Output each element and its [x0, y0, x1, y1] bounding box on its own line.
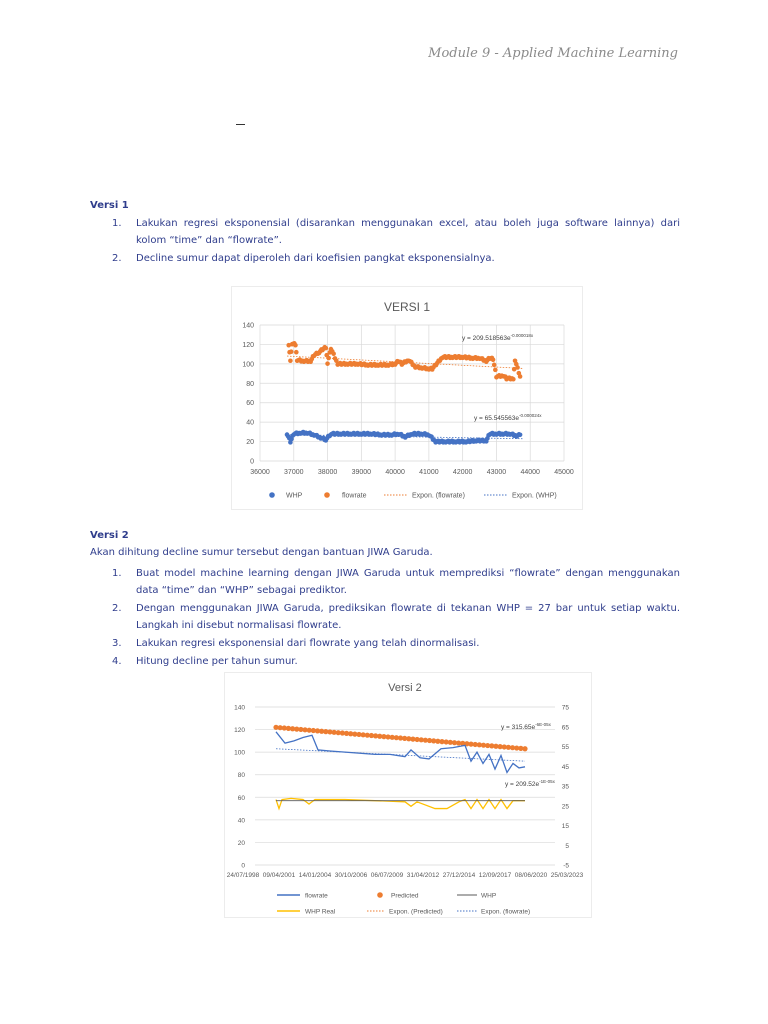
- legend-label: WHP: [286, 492, 303, 500]
- y-tick-label: 140: [242, 322, 254, 330]
- legend-label: Expon. (WHP): [512, 492, 557, 500]
- list-item: 3. Lakukan regresi eksponensial dari flowrate yang telah dinormalisasi.: [112, 638, 480, 649]
- y-tick-label: 20: [246, 439, 254, 447]
- x-tick-label: 12/09/2017: [478, 872, 512, 879]
- data-point-flowrate: [294, 350, 299, 355]
- separator-dash: [236, 124, 245, 125]
- legend-label: WHP: [481, 892, 497, 900]
- x-tick-label: 43000: [486, 469, 507, 476]
- x-tick-label: 27/12/2014: [442, 872, 476, 879]
- data-point-flowrate: [325, 361, 330, 366]
- legend-label: WHP Real: [305, 908, 336, 916]
- legend-label: flowrate: [342, 492, 367, 500]
- y2-tick-label: 65: [561, 724, 569, 732]
- x-tick-label: 14/01/2004: [298, 872, 332, 879]
- series-line-whp-real: [276, 798, 525, 808]
- y2-tick-label: 35: [561, 783, 569, 791]
- data-point-flowrate: [288, 358, 293, 363]
- legend-marker-predicted: [377, 892, 383, 898]
- x-tick-label: 41000: [419, 469, 439, 476]
- versi1-list: [90, 215, 680, 268]
- x-tick-label: 24/07/1998: [226, 872, 260, 879]
- page-header: Module 9 - Applied Machine Learning: [428, 46, 678, 61]
- legend-marker-flowrate: [324, 492, 330, 498]
- y-tick-label: 0: [241, 862, 245, 870]
- y-tick-label: 100: [242, 361, 254, 369]
- y2-tick-label: 55: [561, 744, 569, 751]
- y2-tick-label: -5: [563, 862, 569, 870]
- legend-label: Expon. (flowrate): [412, 492, 465, 500]
- data-point-whp: [518, 432, 523, 437]
- y-tick-label: 60: [246, 400, 254, 408]
- data-point-flowrate: [492, 363, 497, 368]
- list-item: 4. Hitung decline per tahun sumur.: [112, 656, 298, 667]
- y-tick-label: 120: [234, 727, 245, 735]
- x-tick-label: 36000: [250, 469, 270, 476]
- legend-marker-whp: [269, 492, 275, 498]
- data-point-flowrate: [518, 374, 523, 379]
- x-tick-label: 09/04/2001: [262, 872, 296, 879]
- x-tick-label: 39000: [351, 469, 372, 476]
- equation-whp: $y = 65.545563e^{-0.000024x}$: [474, 413, 542, 422]
- versi2-title: Versi 2: [90, 530, 129, 541]
- equation-flowrate: $y = 209.52e^{-1E-05x}$: [505, 779, 555, 788]
- x-tick-label: 37000: [284, 469, 304, 476]
- y-tick-label: 140: [234, 704, 245, 712]
- x-tick-label: 44000: [520, 469, 540, 476]
- chart-title: VERSI 1: [383, 300, 431, 314]
- versi2-list: [90, 565, 680, 671]
- equation-flowrate: $y = 209.518563e^{-0.000018x}$: [462, 333, 534, 342]
- legend-label: flowrate: [305, 892, 328, 900]
- legend-label: Expon. (Predicted): [389, 908, 443, 916]
- x-tick-label: 42000: [452, 469, 473, 476]
- list-item: 1. Buat model machine learning dengan JIWA Garuda untuk memprediksi “flowrate” dengan menggunakan data “time” dan “WHP” sebagai prediktor.: [112, 568, 680, 596]
- trendline-flowrate: [276, 749, 525, 761]
- legend-label: Expon. (flowrate): [481, 908, 531, 916]
- x-tick-label: 06/07/2009: [370, 872, 404, 879]
- versi1-title: Versi 1: [90, 200, 129, 211]
- y2-tick-label: 25: [561, 803, 569, 811]
- data-point-flowrate: [493, 368, 498, 373]
- x-tick-label: 08/06/2020: [514, 872, 548, 879]
- legend-label: Predicted: [391, 892, 419, 900]
- y-tick-label: 0: [250, 458, 254, 466]
- list-item: 2. Decline sumur dapat diperoleh dari koefisien pangkat eksponensialnya.: [112, 253, 495, 264]
- x-tick-label: 38000: [317, 469, 338, 476]
- y-tick-label: 100: [234, 749, 245, 757]
- y-tick-label: 60: [237, 794, 245, 802]
- data-point-flowrate: [289, 349, 294, 354]
- chart-versi1-svg: [232, 287, 582, 509]
- data-point-flowrate: [293, 343, 298, 348]
- y-tick-label: 20: [237, 839, 245, 847]
- y-tick-label: 80: [246, 380, 254, 388]
- y2-tick-label: 75: [561, 704, 569, 712]
- y2-tick-label: 5: [565, 842, 569, 850]
- equation-predicted: $y = 315.65e^{-6E-05x}$: [501, 722, 551, 731]
- x-tick-label: 40000: [385, 469, 405, 476]
- data-point-flowrate: [331, 351, 336, 356]
- versi2-intro: Akan dihitung decline sumur tersebut dengan bantuan JIWA Garuda.: [90, 547, 433, 558]
- y2-tick-label: 45: [561, 763, 569, 771]
- data-point-flowrate: [511, 377, 516, 382]
- chart-title: Versi 2: [388, 682, 422, 694]
- y-tick-label: 40: [246, 419, 254, 427]
- data-point-flowrate: [515, 365, 520, 370]
- chart-versi2-svg: [225, 673, 591, 917]
- data-point-flowrate: [324, 346, 329, 351]
- y-tick-label: 80: [237, 772, 245, 780]
- y-tick-label: 40: [237, 817, 245, 825]
- list-item: 1. Lakukan regresi eksponensial (disarankan menggunakan excel, atau boleh juga software lainnya) dari kolom “time” dan “flowrate”.: [112, 218, 680, 246]
- x-tick-label: 30/10/2006: [334, 872, 368, 879]
- chart-versi2: [224, 672, 592, 918]
- x-tick-label: 45000: [554, 469, 574, 476]
- chart-versi1: [231, 286, 583, 510]
- list-item: 2. Dengan menggunakan JIWA Garuda, prediksikan flowrate di tekanan WHP = 27 bar untuk setiap waktu. Langkah ini disebut normalisasi flowrate.: [112, 603, 680, 631]
- x-tick-label: 25/03/2023: [550, 872, 584, 879]
- data-point-flowrate: [491, 357, 496, 362]
- y-tick-label: 120: [242, 341, 254, 349]
- y2-tick-label: 15: [561, 823, 569, 830]
- x-tick-label: 31/04/2012: [406, 872, 440, 879]
